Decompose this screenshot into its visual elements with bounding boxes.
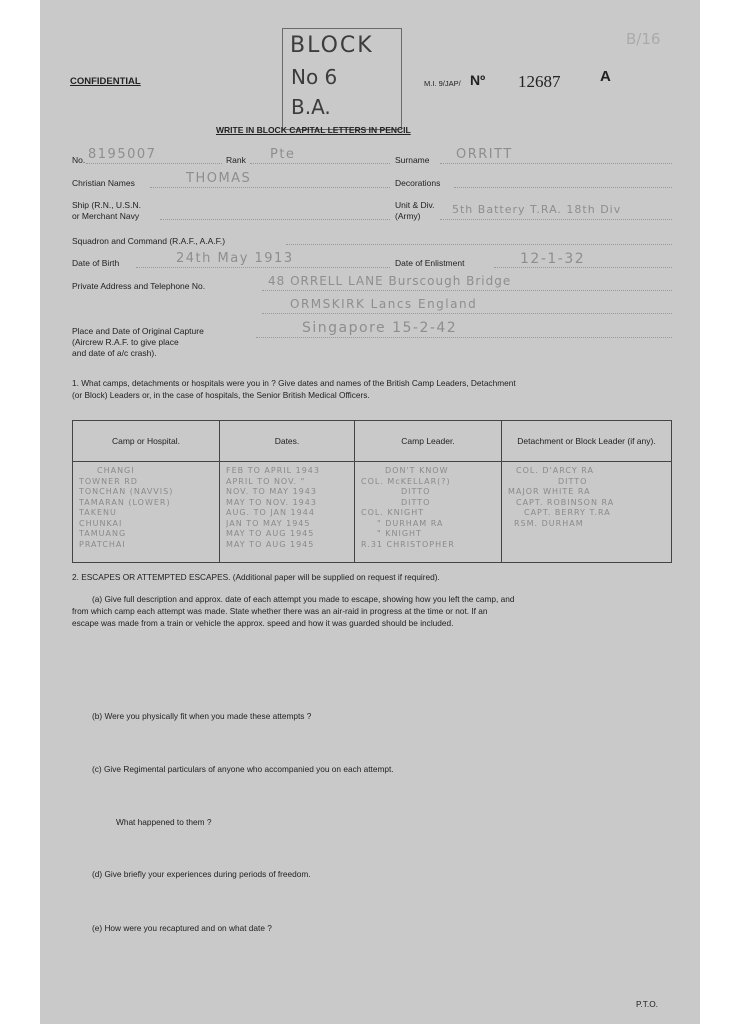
squadron-line xyxy=(286,244,672,245)
private-address-line1: 48 ORRELL LANE Burscough Bridge xyxy=(268,274,512,288)
date-of-enlistment-label: Date of Enlistment xyxy=(395,258,465,268)
unit-label-line2: (Army) xyxy=(395,211,421,221)
unit-value: 5th Battery T.RA. 18th Div xyxy=(452,203,622,216)
rank-label: Rank xyxy=(226,155,246,165)
surname-line xyxy=(440,163,672,164)
camp-entry: TONCHAN (NAVVIS) xyxy=(79,487,174,496)
form-letter: A xyxy=(600,68,611,85)
detachment-col-header xyxy=(502,421,672,462)
date-entry: AUG. TO JAN 1944 xyxy=(226,508,315,517)
leader-entry: DON'T KNOW xyxy=(385,466,449,475)
ship-label-line2: or Merchant Navy xyxy=(72,211,140,221)
question2a-line3: escape was made from a train or vehicle the approx. speed and how it was guarded should be included. xyxy=(72,618,454,628)
ship-line xyxy=(160,219,390,220)
service-number-label: No. xyxy=(72,155,86,165)
date-of-birth-label: Date of Birth xyxy=(72,258,120,268)
detachment-entry: MAJOR WHITE RA xyxy=(508,487,591,496)
detachment-entry: DITTO xyxy=(558,476,588,486)
capture-line xyxy=(256,337,672,338)
form-number: 12687 xyxy=(518,72,561,91)
leader-col-header: Camp Leader. xyxy=(355,421,502,462)
date-entry: MAY TO AUG 1945 xyxy=(226,539,315,549)
ship-label-line1: Ship (R.N., U.S.N. xyxy=(72,200,141,210)
form-no-label: Nº xyxy=(470,72,486,88)
camp-entry: PRATCHAI xyxy=(79,539,126,549)
detachment-entry: RSM. DURHAM xyxy=(514,518,584,528)
corner-mark: B/16 xyxy=(626,30,661,48)
ref-code: M.I. 9/JAP/ xyxy=(424,79,461,88)
camp-entry: TAMARAN (LOWER) xyxy=(79,497,171,507)
surname-value: ORRITT xyxy=(456,147,513,162)
dates-cell xyxy=(220,462,355,563)
leaders-cell xyxy=(355,462,502,563)
camps-cell xyxy=(73,462,220,563)
date-entry: NOV. TO MAY 1943 xyxy=(226,487,317,496)
question2-heading: 2. ESCAPES OR ATTEMPTED ESCAPES. (Additional paper will be supplied on request if required). xyxy=(72,572,440,582)
date-entry: JAN TO MAY 1945 xyxy=(226,518,311,528)
block-stamp xyxy=(282,28,402,130)
christian-names-value: THOMAS xyxy=(186,171,252,186)
leader-entry: COL. McKELLAR(?) xyxy=(361,476,451,486)
stamp-line-block: BLOCK xyxy=(290,33,374,58)
capture-label-line1: Place and Date of Original Capture xyxy=(72,326,204,336)
leader-entry: " DURHAM RA xyxy=(377,518,444,528)
service-number-line xyxy=(86,163,222,164)
camps-table-header-row xyxy=(73,421,672,462)
question2d: (d) Give briefly your experiences during periods of freedom. xyxy=(92,869,311,879)
leader-entry: DITTO xyxy=(401,497,431,507)
detachment-entry: CAPT. BERRY T.RA xyxy=(524,508,611,517)
date-of-birth-line xyxy=(136,267,390,268)
detachments-cell xyxy=(502,462,672,563)
date-of-enlistment-line xyxy=(494,267,672,268)
pto-label: P.T.O. xyxy=(636,999,658,1009)
camp-entry: CHANGI xyxy=(97,466,135,475)
leader-entry: R.31 CHRISTOPHER xyxy=(361,539,455,549)
question2e: (e) How were you recaptured and on what date ? xyxy=(92,923,272,933)
address-line-2 xyxy=(262,313,672,314)
private-address-label: Private Address and Telephone No. xyxy=(72,281,206,291)
question2a-line1: (a) Give full description and approx. date of each attempt you made to escape, showing how you left the camp, and xyxy=(92,594,515,604)
camp-entry: CHUNKAI xyxy=(79,518,123,528)
leader-entry: DITTO xyxy=(401,487,431,496)
leader-entry: COL. KNIGHT xyxy=(361,508,425,517)
surname-label: Surname xyxy=(395,155,430,165)
date-of-birth-value: 24th May 1913 xyxy=(176,251,294,266)
rank-line xyxy=(250,163,390,164)
squadron-label: Squadron and Command (R.A.F., A.A.F.) xyxy=(72,236,226,246)
date-entry: MAY TO NOV. 1943 xyxy=(226,497,317,507)
capture-label-line3: and date of a/c crash). xyxy=(72,348,157,358)
capture-value: Singapore 15-2-42 xyxy=(302,320,458,336)
question2b: (b) Were you physically fit when you made these attempts ? xyxy=(92,711,312,721)
christian-names-line xyxy=(150,187,390,188)
detachment-col-header-text: Detachment or Block Leader (if any). xyxy=(517,436,656,446)
private-address-line2: ORMSKIRK Lancs England xyxy=(290,297,478,311)
question1-text-line1: 1. What camps, detachments or hospitals were you in ? Give dates and names of the British Camp Leaders, Detachment xyxy=(72,378,516,388)
unit-label-line1: Unit & Div. xyxy=(395,200,435,210)
question1-text-line2: (or Block) Leaders or, in the case of hospitals, the Senior British Medical Officers. xyxy=(72,390,370,400)
camp-entry: TAMUANG xyxy=(79,529,127,538)
date-entry: FEB TO APRIL 1943 xyxy=(226,466,320,475)
detachment-entry: CAPT. ROBINSON RA xyxy=(516,497,615,507)
question2c: (c) Give Regimental particulars of anyone who accompanied you on each attempt. xyxy=(92,764,394,774)
decorations-line xyxy=(454,187,672,188)
leader-entry: " KNIGHT xyxy=(377,529,422,538)
date-entry: MAY TO AUG 1945 xyxy=(226,529,315,538)
date-of-enlistment-value: 12-1-32 xyxy=(520,251,586,267)
rank-value: Pte xyxy=(270,147,296,162)
unit-line xyxy=(440,219,672,220)
capture-label-line2: (Aircrew R.A.F. to give place xyxy=(72,337,179,347)
camps-col-header: Camp or Hospital. xyxy=(73,421,220,462)
date-entry: APRIL TO NOV. " xyxy=(226,476,306,486)
question2a-line2: from which camp each attempt was made. State whether there was an air-raid in progress at the time or not. If an xyxy=(72,606,488,616)
confidential-label: CONFIDENTIAL xyxy=(70,76,141,87)
stamp-line-number: No 6 xyxy=(291,65,338,89)
christian-names-label: Christian Names xyxy=(72,178,135,188)
dates-col-header: Dates. xyxy=(220,421,355,462)
service-number-value: 8195007 xyxy=(88,147,157,162)
address-line-1 xyxy=(262,290,672,291)
decorations-label: Decorations xyxy=(395,178,441,188)
camps-table xyxy=(72,420,672,563)
detachment-entry: COL. D'ARCY RA xyxy=(516,466,594,475)
question2c-sub: What happened to them ? xyxy=(116,817,212,827)
camp-entry: TOWNER RD xyxy=(79,476,138,486)
camps-table-body-row xyxy=(73,462,672,563)
camp-entry: TAKENU xyxy=(79,508,117,517)
instruction-heading: WRITE IN BLOCK CAPITAL LETTERS IN PENCIL xyxy=(216,125,411,135)
stamp-line-ba: B.A. xyxy=(291,95,331,119)
